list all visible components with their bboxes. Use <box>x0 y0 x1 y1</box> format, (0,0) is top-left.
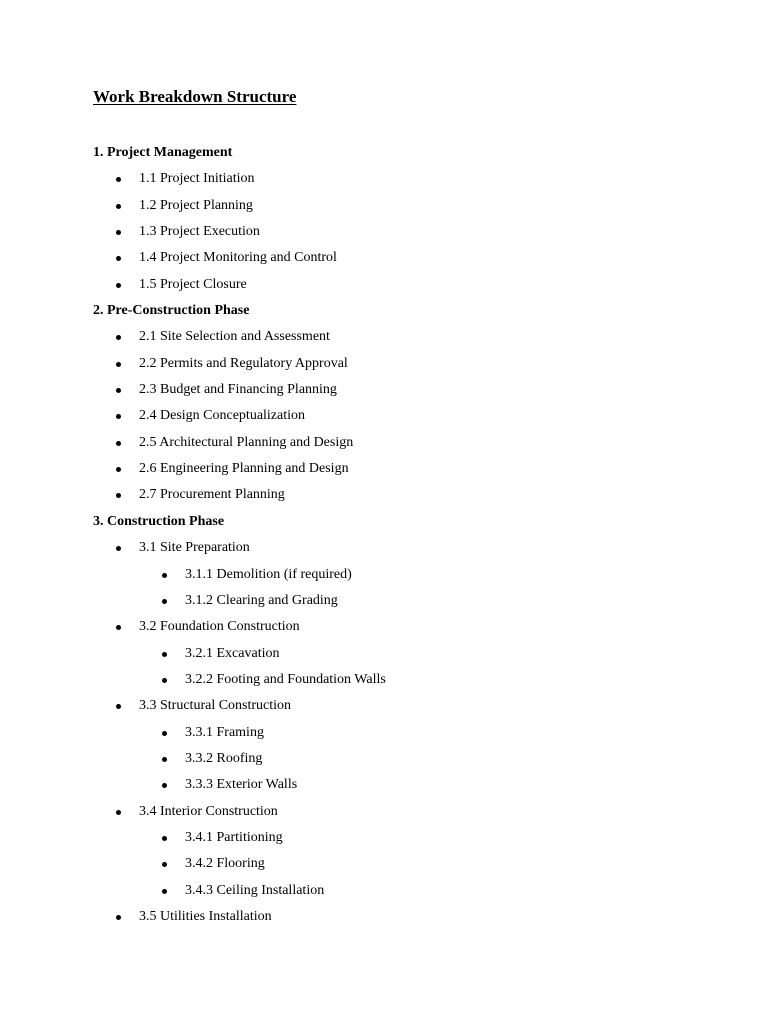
section-heading <box>0 509 768 535</box>
bullet-icon <box>162 889 167 894</box>
wbs-outline <box>0 140 768 930</box>
outline-item <box>0 614 768 640</box>
outline-subitem <box>0 825 768 851</box>
outline-text: 3.1.1 Demolition (if required) <box>185 566 352 582</box>
outline-item <box>0 219 768 245</box>
outline-text: 2.3 Budget and Financing Planning <box>139 382 337 398</box>
outline-text: 3.3.2 Roofing <box>185 750 263 766</box>
outline-text: 3.3 Structural Construction <box>139 698 292 714</box>
outline-text: 3.3.1 Framing <box>185 724 264 740</box>
outline-text: 3.1 Site Preparation <box>139 540 250 556</box>
bullet-icon <box>116 810 121 815</box>
bullet-icon <box>162 731 167 736</box>
outline-subitem <box>0 562 768 588</box>
outline-text: 3.2.2 Footing and Foundation Walls <box>185 671 386 687</box>
bullet-icon <box>116 388 121 393</box>
outline-item <box>0 456 768 482</box>
bullet-icon <box>162 862 167 867</box>
outline-text: 3.4.3 Ceiling Installation <box>185 882 325 898</box>
outline-text: 3.4 Interior Construction <box>139 803 278 819</box>
section-heading <box>0 298 768 324</box>
bullet-icon <box>116 467 121 472</box>
outline-text: 3.4.1 Partitioning <box>185 829 283 845</box>
outline-subitem <box>0 851 768 877</box>
outline-subitem <box>0 746 768 772</box>
bullet-icon <box>162 783 167 788</box>
bullet-icon <box>116 256 121 261</box>
bullet-icon <box>116 204 121 209</box>
outline-item <box>0 272 768 298</box>
bullet-icon <box>162 678 167 683</box>
outline-item <box>0 799 768 825</box>
outline-item <box>0 245 768 271</box>
outline-subitem <box>0 641 768 667</box>
outline-text: 3. Construction Phase <box>93 513 225 529</box>
outline-text: 3.2.1 Excavation <box>185 645 280 661</box>
outline-text: 1.5 Project Closure <box>139 276 247 292</box>
outline-item <box>0 693 768 719</box>
bullet-icon <box>162 836 167 841</box>
bullet-icon <box>116 177 121 182</box>
outline-item <box>0 535 768 561</box>
outline-text: 1.3 Project Execution <box>139 224 260 240</box>
outline-text: 2.7 Procurement Planning <box>139 487 285 503</box>
outline-text: 1. Project Management <box>93 145 233 160</box>
outline-subitem <box>0 588 768 614</box>
outline-text: 3.2 Foundation Construction <box>139 619 300 635</box>
outline-subitem <box>0 667 768 693</box>
outline-subitem <box>0 772 768 798</box>
outline-item <box>0 904 768 930</box>
outline-subitem <box>0 720 768 746</box>
outline-item <box>0 351 768 377</box>
bullet-icon <box>116 230 121 235</box>
bullet-icon <box>116 283 121 288</box>
bullet-icon <box>116 362 121 367</box>
bullet-icon <box>116 414 121 419</box>
outline-item <box>0 193 768 219</box>
bullet-icon <box>116 625 121 630</box>
outline-item <box>0 403 768 429</box>
outline-subitem <box>0 878 768 904</box>
section-heading <box>0 140 768 166</box>
bullet-icon <box>116 441 121 446</box>
outline-item <box>0 324 768 350</box>
outline-item <box>0 482 768 508</box>
document-title: Work Breakdown Structure <box>93 87 297 106</box>
outline-item <box>0 430 768 456</box>
bullet-icon <box>116 915 121 920</box>
bullet-icon <box>162 599 167 604</box>
outline-text: 3.1.2 Clearing and Grading <box>185 592 338 608</box>
outline-text: 2.5 Architectural Planning and Design <box>139 434 354 450</box>
bullet-icon <box>116 704 121 709</box>
outline-item <box>0 166 768 192</box>
outline-text: 2.6 Engineering Planning and Design <box>139 461 349 477</box>
outline-text: 2.4 Design Conceptualization <box>139 408 306 424</box>
outline-text: 3.4.2 Flooring <box>185 856 265 872</box>
outline-text: 3.3.3 Exterior Walls <box>185 777 298 793</box>
outline-item <box>0 377 768 403</box>
bullet-icon <box>162 757 167 762</box>
bullet-icon <box>116 546 121 551</box>
outline-text: 1.2 Project Planning <box>139 197 253 213</box>
bullet-icon <box>116 335 121 340</box>
outline-text: 2. Pre-Construction Phase <box>93 303 250 319</box>
bullet-icon <box>162 573 167 578</box>
outline-text: 2.2 Permits and Regulatory Approval <box>139 355 348 371</box>
bullet-icon <box>116 493 121 498</box>
outline-text: 3.5 Utilities Installation <box>139 908 272 924</box>
outline-text: 2.1 Site Selection and Assessment <box>139 329 330 345</box>
outline-text: 1.1 Project Initiation <box>139 171 255 187</box>
outline-text: 1.4 Project Monitoring and Control <box>139 250 337 266</box>
bullet-icon <box>162 652 167 657</box>
